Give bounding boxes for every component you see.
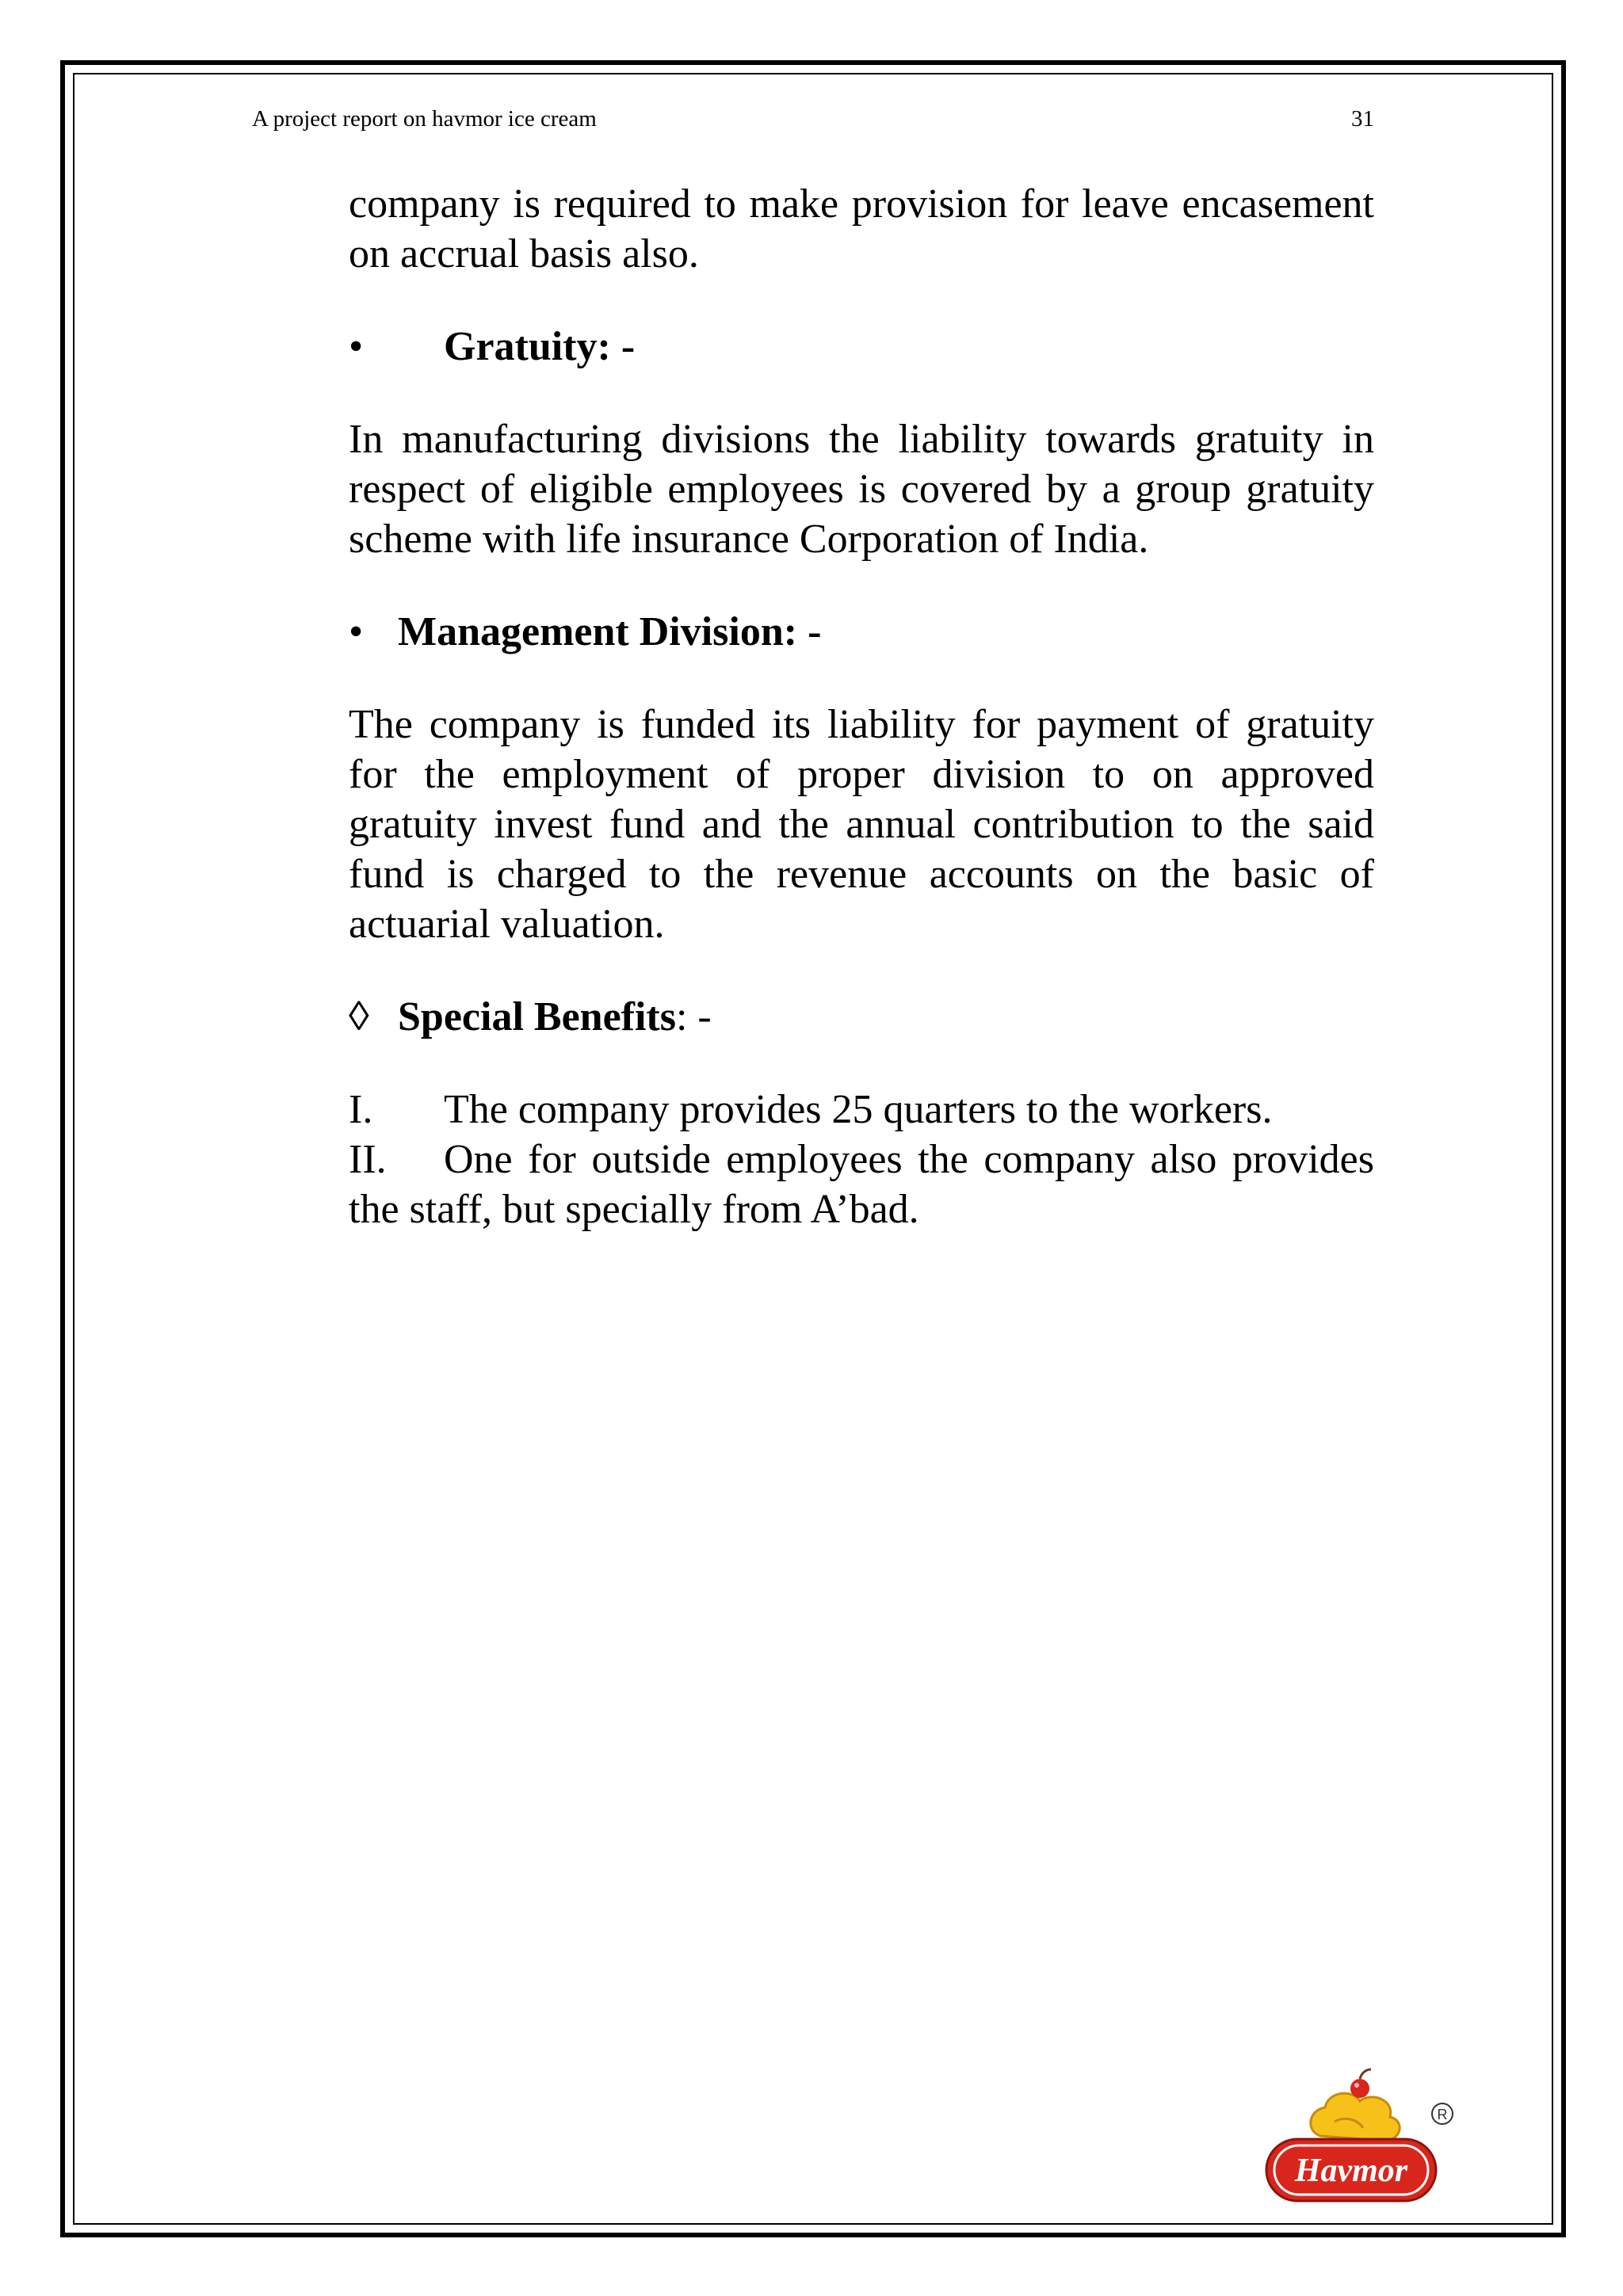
havmor-logo — [1258, 2068, 1461, 2210]
list-item-number: II. — [349, 1137, 387, 1182]
list-item-text: The company provides 25 quarters to the workers. — [444, 1087, 1273, 1132]
report-title: A project report on havmor ice cream — [252, 106, 597, 132]
logo-text: Havmor — [1294, 2153, 1408, 2189]
gratuity-heading-text: Gratuity: - — [444, 324, 636, 369]
gratuity-heading — [349, 322, 1374, 372]
management-heading — [349, 607, 1374, 657]
scoop-icon — [1311, 2093, 1400, 2141]
list-item-text: One for outside employees the company also provides the staff, but specially from A’bad. — [349, 1137, 1374, 1232]
diamond-icon: ◊ — [349, 994, 369, 1039]
bullet-icon: • — [349, 324, 364, 369]
management-heading-text: Management Division: - — [398, 609, 822, 654]
special-benefits-heading-text: Special Benefits — [398, 994, 676, 1039]
page-number: 31 — [1351, 106, 1374, 132]
gratuity-paragraph: In manufacturing divisions the liability towards gratuity in respect of eligible employees is covered by a group gratuity scheme with life insurance Corporation of India. — [349, 417, 1374, 562]
list-item — [349, 1135, 1374, 1234]
intro-paragraph: company is required to make provision for leave encasement on accrual basis also. — [349, 181, 1374, 277]
special-benefits-heading — [349, 992, 1374, 1042]
list-item-number: I. — [349, 1087, 373, 1132]
registered-mark: R — [1437, 2107, 1448, 2122]
page-content — [349, 179, 1374, 1234]
bullet-icon: • — [349, 609, 364, 654]
special-benefits-heading-suffix: : - — [675, 994, 712, 1039]
management-paragraph: The company is funded its liability for payment of gratuity for the employment of proper division to on approved gratuity invest fund and the annual contribution to the said fund is charged to the revenue accounts on the basic of actuarial valuation. — [349, 702, 1374, 947]
running-header — [252, 105, 1374, 133]
cherry-icon — [1350, 2079, 1369, 2098]
list-item — [349, 1085, 1374, 1135]
